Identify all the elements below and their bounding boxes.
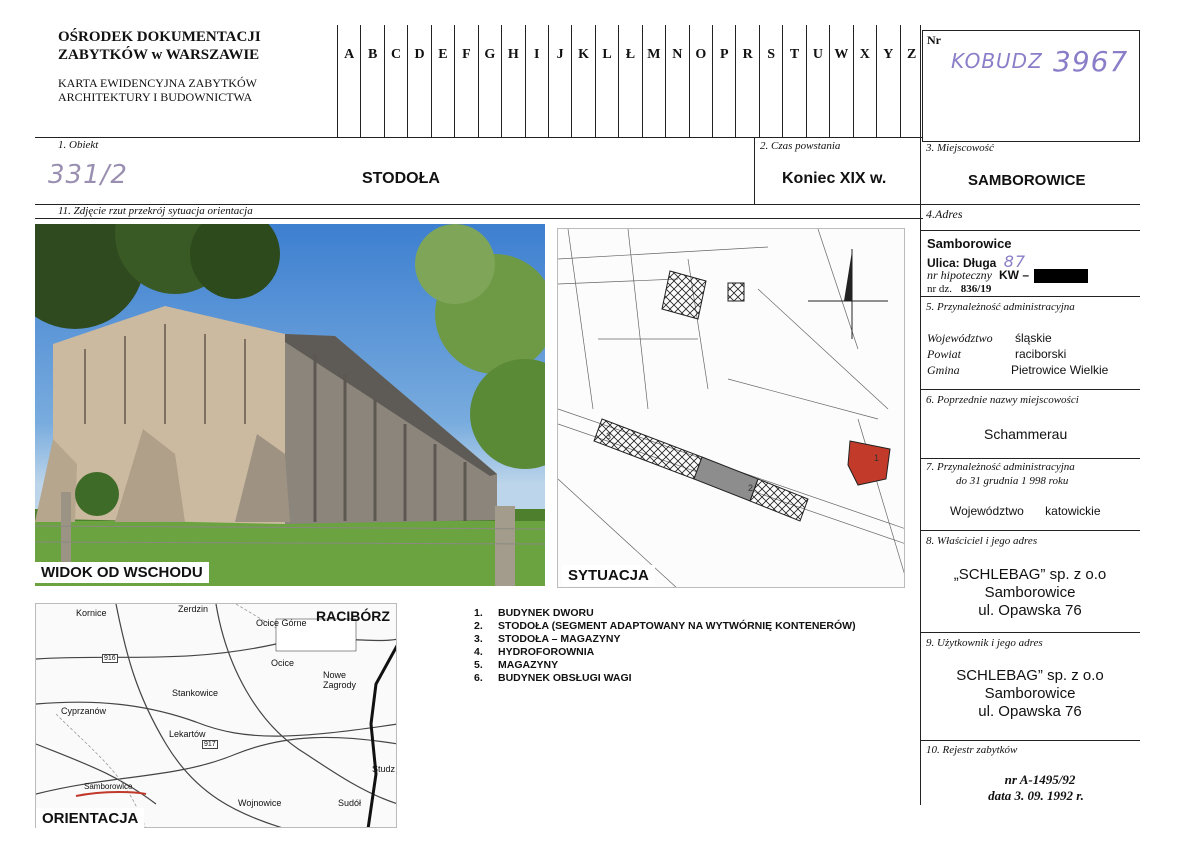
uzytkownik-line-1: SCHLEBAG” sp. z o.o: [956, 667, 1104, 684]
alphabet-letter: D: [407, 25, 430, 137]
legend-item: [474, 607, 856, 620]
alphabet-letter: W: [829, 25, 852, 137]
poprz-label: 6. Poprzednie nazwy miejscowości: [926, 394, 1079, 406]
map-label-lekartow: Lekartów: [169, 729, 206, 739]
alphabet-letter: I: [525, 25, 548, 137]
przynal98-label-1: 7. Przynależność administracyjna: [926, 461, 1075, 473]
map-caption: ORIENTACJA: [36, 808, 144, 829]
przynal98-val: katowickie: [1045, 504, 1101, 518]
alphabet-letter: K: [571, 25, 594, 137]
zdjecie-label: 11. Zdjęcie rzut przekrój sytuacja orientacja: [58, 205, 253, 217]
site-plan: [557, 228, 905, 588]
uzytkownik-line-3: ul. Opawska 76: [978, 703, 1082, 720]
woj-label: Województwo: [927, 331, 993, 345]
woj-value: śląskie: [1015, 331, 1052, 345]
alphabet-letter: J: [548, 25, 571, 137]
card-line-1: KARTA EWIDENCYJNA ZABYTKÓW: [58, 76, 257, 90]
adres-dz-label: nr dz.: [927, 283, 953, 295]
alphabet-letter: B: [360, 25, 383, 137]
legend-number: 5.: [474, 659, 483, 671]
przynal98-value: [950, 504, 1101, 518]
alphabet-letter: S: [759, 25, 782, 137]
orientation-map: [35, 603, 397, 828]
gmina-value: Pietrowice Wielkie: [1011, 363, 1109, 377]
map-label-zerdzin: Zerdzin: [178, 604, 209, 614]
card-line-2: ARCHITEKTURY I BUDOWNICTWA: [58, 90, 253, 104]
alphabet-letter: O: [689, 25, 712, 137]
obiekt-label: 1. Obiekt: [58, 139, 99, 151]
alphabet-letter: G: [478, 25, 501, 137]
przynal98-label: [926, 460, 1075, 488]
alphabet-letter: R: [735, 25, 758, 137]
alphabet-letter: C: [384, 25, 407, 137]
poprz-value: Schammerau: [984, 426, 1068, 442]
rejestr-label: 10. Rejestr zabytków: [926, 744, 1018, 756]
alphabet-letter: E: [431, 25, 454, 137]
plan-label-1: 1: [874, 453, 880, 463]
rejestr-data: data 3. 09. 1992 r.: [988, 788, 1084, 803]
org-line-2: ZABYTKÓW w WARSZAWIE: [58, 47, 260, 63]
obiekt-handwritten: 331/2: [48, 160, 128, 190]
legend-item: [474, 646, 856, 659]
legend-number: 6.: [474, 672, 483, 684]
legend-text: STODOŁA (SEGMENT ADAPTOWANY NA WYTWÓRNIĘ KONTENERÓW): [498, 620, 856, 632]
legend-text: STODOŁA – MAGAZYNY: [498, 633, 621, 645]
adres-hipoteczny: [927, 268, 1088, 283]
rejestr-nr: nr A-1495/92: [1004, 772, 1076, 787]
plan-label-2: 2: [748, 483, 754, 493]
legend-item: [474, 672, 856, 685]
legend-number: 4.: [474, 646, 483, 658]
alphabet-letter: Y: [876, 25, 899, 137]
adres-street-handwritten: 87: [1003, 252, 1027, 271]
alphabet-index: [337, 25, 923, 137]
adres-town: Samborowice: [927, 236, 1012, 251]
adres-dz-value: 836/19: [960, 283, 992, 295]
nr-box: [922, 30, 1140, 142]
legend-text: MAGAZYNY: [498, 659, 559, 671]
map-label-ocice-gorne: Ocice Górne: [256, 618, 307, 628]
map-label-kornice: Kornice: [76, 608, 107, 618]
alphabet-letter: T: [782, 25, 805, 137]
powiat-label: Powiat: [927, 347, 962, 361]
alphabet-letter: L: [595, 25, 618, 137]
przynal-label: 5. Przynależność administracyjna: [926, 301, 1075, 313]
map-label-stankowice: Stankowice: [172, 688, 219, 698]
alphabet-letter: Z: [900, 25, 923, 137]
adres-dzialka: [927, 283, 991, 295]
redacted-block: [1034, 269, 1088, 283]
wlasciciel-address: [920, 566, 1140, 620]
legend-item: [474, 620, 856, 633]
alphabet-letter: Ł: [618, 25, 641, 137]
adres-street-label: Ulica: Długa: [927, 256, 997, 270]
map-label-ocice: Ocice: [271, 658, 295, 668]
nr-handwritten-number: 3967: [1053, 45, 1129, 78]
plan-caption: SYTUACJA: [562, 565, 655, 586]
uzytkownik-label: 9. Użytkownik i jego adres: [926, 637, 1043, 649]
building-photo: [35, 224, 545, 586]
legend-item: [474, 659, 856, 672]
miejscowosc-label: 3. Miejscowość: [926, 142, 994, 154]
alphabet-letter: F: [454, 25, 477, 137]
map-label-sudol: Sudół: [338, 798, 362, 808]
przynal98-label-2: do 31 grudnia 1 998 roku: [956, 475, 1069, 487]
legend-item: [474, 633, 856, 646]
czas-label: 2. Czas powstania: [760, 140, 841, 152]
org-line-1: OŚRODEK DOKUMENTACJI: [58, 29, 261, 45]
map-label-raciborz: RACIBÓRZ: [316, 608, 390, 624]
rejestr-values: [920, 772, 1140, 804]
legend-number: 1.: [474, 607, 483, 619]
wlasciciel-line-3: ul. Opawska 76: [978, 602, 1082, 619]
map-label-nowe-zagrody: Nowe Zagrody: [323, 670, 357, 690]
alphabet-letter: N: [665, 25, 688, 137]
adres-label: 4.Adres: [926, 207, 963, 221]
powiat-value: raciborski: [1015, 347, 1067, 361]
map-label-samborowice: Samborowice: [84, 782, 133, 791]
nr-handwritten-code: KOBUDZ: [951, 49, 1043, 73]
card-type: [58, 76, 257, 104]
photo-caption: WIDOK OD WSCHODU: [35, 562, 209, 583]
map-drawing: [36, 604, 397, 828]
uzytkownik-address: [920, 667, 1140, 721]
wlasciciel-line-2: Samborowice: [984, 584, 1076, 601]
legend-text: HYDROFOROWNIA: [498, 646, 595, 658]
alphabet-letter: A: [337, 25, 360, 137]
map-label-cyprzanow: Cyprzanów: [61, 706, 107, 716]
legend-number: 3.: [474, 633, 483, 645]
czas-value: Koniec XIX w.: [782, 170, 887, 187]
alphabet-letter: P: [712, 25, 735, 137]
legend-list: [474, 607, 856, 685]
obiekt-value: STODOŁA: [362, 170, 440, 187]
map-label-studzienna: Studz: [372, 764, 396, 774]
wlasciciel-line-1: „SCHLEBAG” sp. z o.o: [953, 566, 1107, 583]
map-label-wojnowice: Wojnowice: [238, 798, 282, 808]
alphabet-letter: M: [642, 25, 665, 137]
legend-text: BUDYNEK OBSŁUGI WAGI: [498, 672, 632, 684]
site-plan-drawing: [558, 229, 905, 588]
org-name: [58, 28, 261, 64]
alphabet-letter: H: [501, 25, 524, 137]
plan-label-3: 3: [606, 431, 612, 441]
gmina-label: Gmina: [927, 363, 960, 377]
legend-number: 2.: [474, 620, 483, 632]
wlasciciel-label: 8. Właściciel i jego adres: [926, 535, 1038, 547]
admin-table: [927, 330, 1108, 378]
przynal98-woj: Województwo: [950, 504, 1024, 518]
alphabet-letter: U: [806, 25, 829, 137]
alphabet-letter: X: [853, 25, 876, 137]
uzytkownik-line-2: Samborowice: [984, 685, 1076, 702]
legend-text: BUDYNEK DWORU: [498, 607, 594, 619]
miejscowosc-value: SAMBOROWICE: [968, 172, 1086, 189]
photo-drawing: [35, 224, 545, 586]
nr-label: Nr: [927, 33, 941, 47]
adres-hip-label: nr hipoteczny: [927, 268, 992, 282]
map-road-916: 916: [104, 655, 116, 662]
map-road-917: 917: [204, 741, 216, 748]
adres-hip-value: KW –: [999, 268, 1029, 282]
